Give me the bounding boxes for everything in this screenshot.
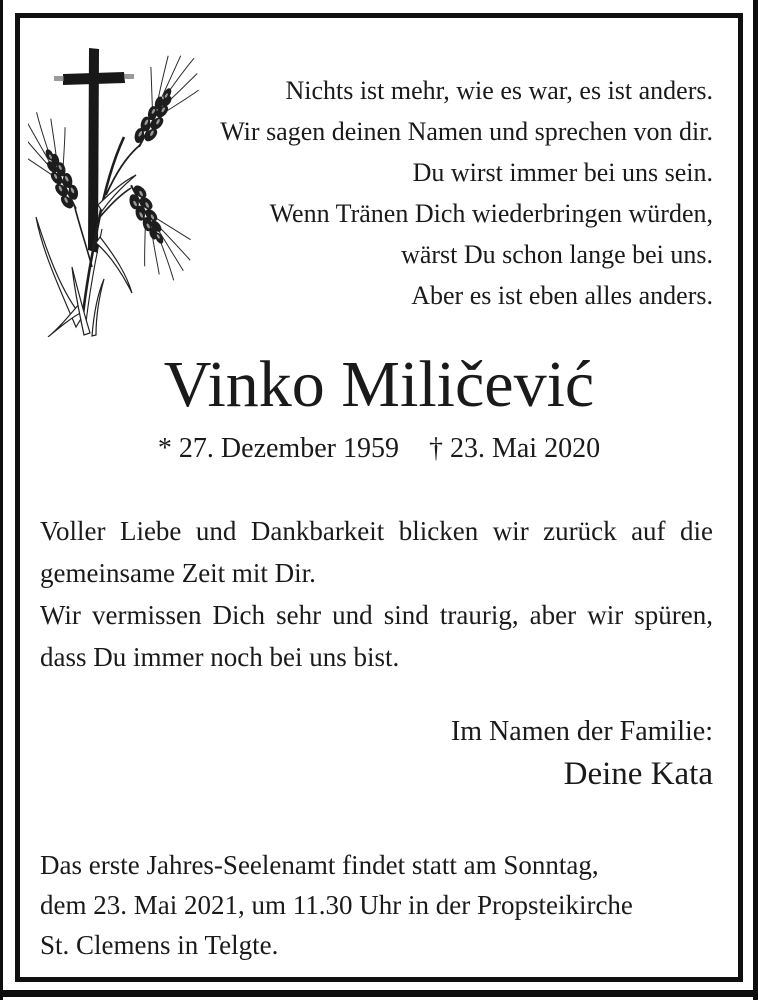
poem-line: Wir sagen deinen Namen und sprechen von dir. xyxy=(220,117,713,146)
service-line: Das erste Jahres-Seelenamt findet statt am Sonntag, xyxy=(40,850,599,880)
birth-date: * 27. Dezember 1959 xyxy=(157,433,399,464)
poem-line: Nichts ist mehr, wie es war, es ist anders. xyxy=(285,76,713,105)
memorial-poem xyxy=(220,70,713,316)
poem-line: Du wirst immer bei uns sein. xyxy=(412,158,713,187)
message-line: Voller Liebe und Dankbarkeit blicken wir zurück auf die xyxy=(40,516,713,546)
signature-intro: Im Namen der Familie: xyxy=(450,716,713,747)
service-line: St. Clemens in Telgte. xyxy=(40,930,279,960)
left-column-rule xyxy=(0,0,3,1000)
poem-line: Wenn Tränen Dich wiederbringen würden, xyxy=(269,199,713,228)
signature-name: Deine Kata xyxy=(563,756,713,792)
life-dates xyxy=(15,432,743,466)
message-line: dass Du immer noch bei uns bist. xyxy=(40,642,400,672)
poem-line: Aber es ist eben alles anders. xyxy=(411,281,713,310)
death-date: † 23. Mai 2020 xyxy=(428,433,601,464)
poem-line: wärst Du schon lange bei uns. xyxy=(401,240,713,269)
message-line: Wir vermissen Dich sehr und sind traurig, aber wir spüren, xyxy=(40,600,713,630)
family-message xyxy=(40,510,713,678)
message-line: gemeinsame Zeit mit Dir. xyxy=(40,558,316,588)
cross-and-wheat-icon xyxy=(28,45,203,337)
service-announcement xyxy=(40,845,720,965)
deceased-name: Vinko Miličević xyxy=(163,348,595,421)
right-column-rule xyxy=(753,0,758,1000)
bottom-column-rule xyxy=(0,990,758,997)
service-line: dem 23. Mai 2021, um 11.30 Uhr in der Propsteikirche xyxy=(40,890,633,920)
